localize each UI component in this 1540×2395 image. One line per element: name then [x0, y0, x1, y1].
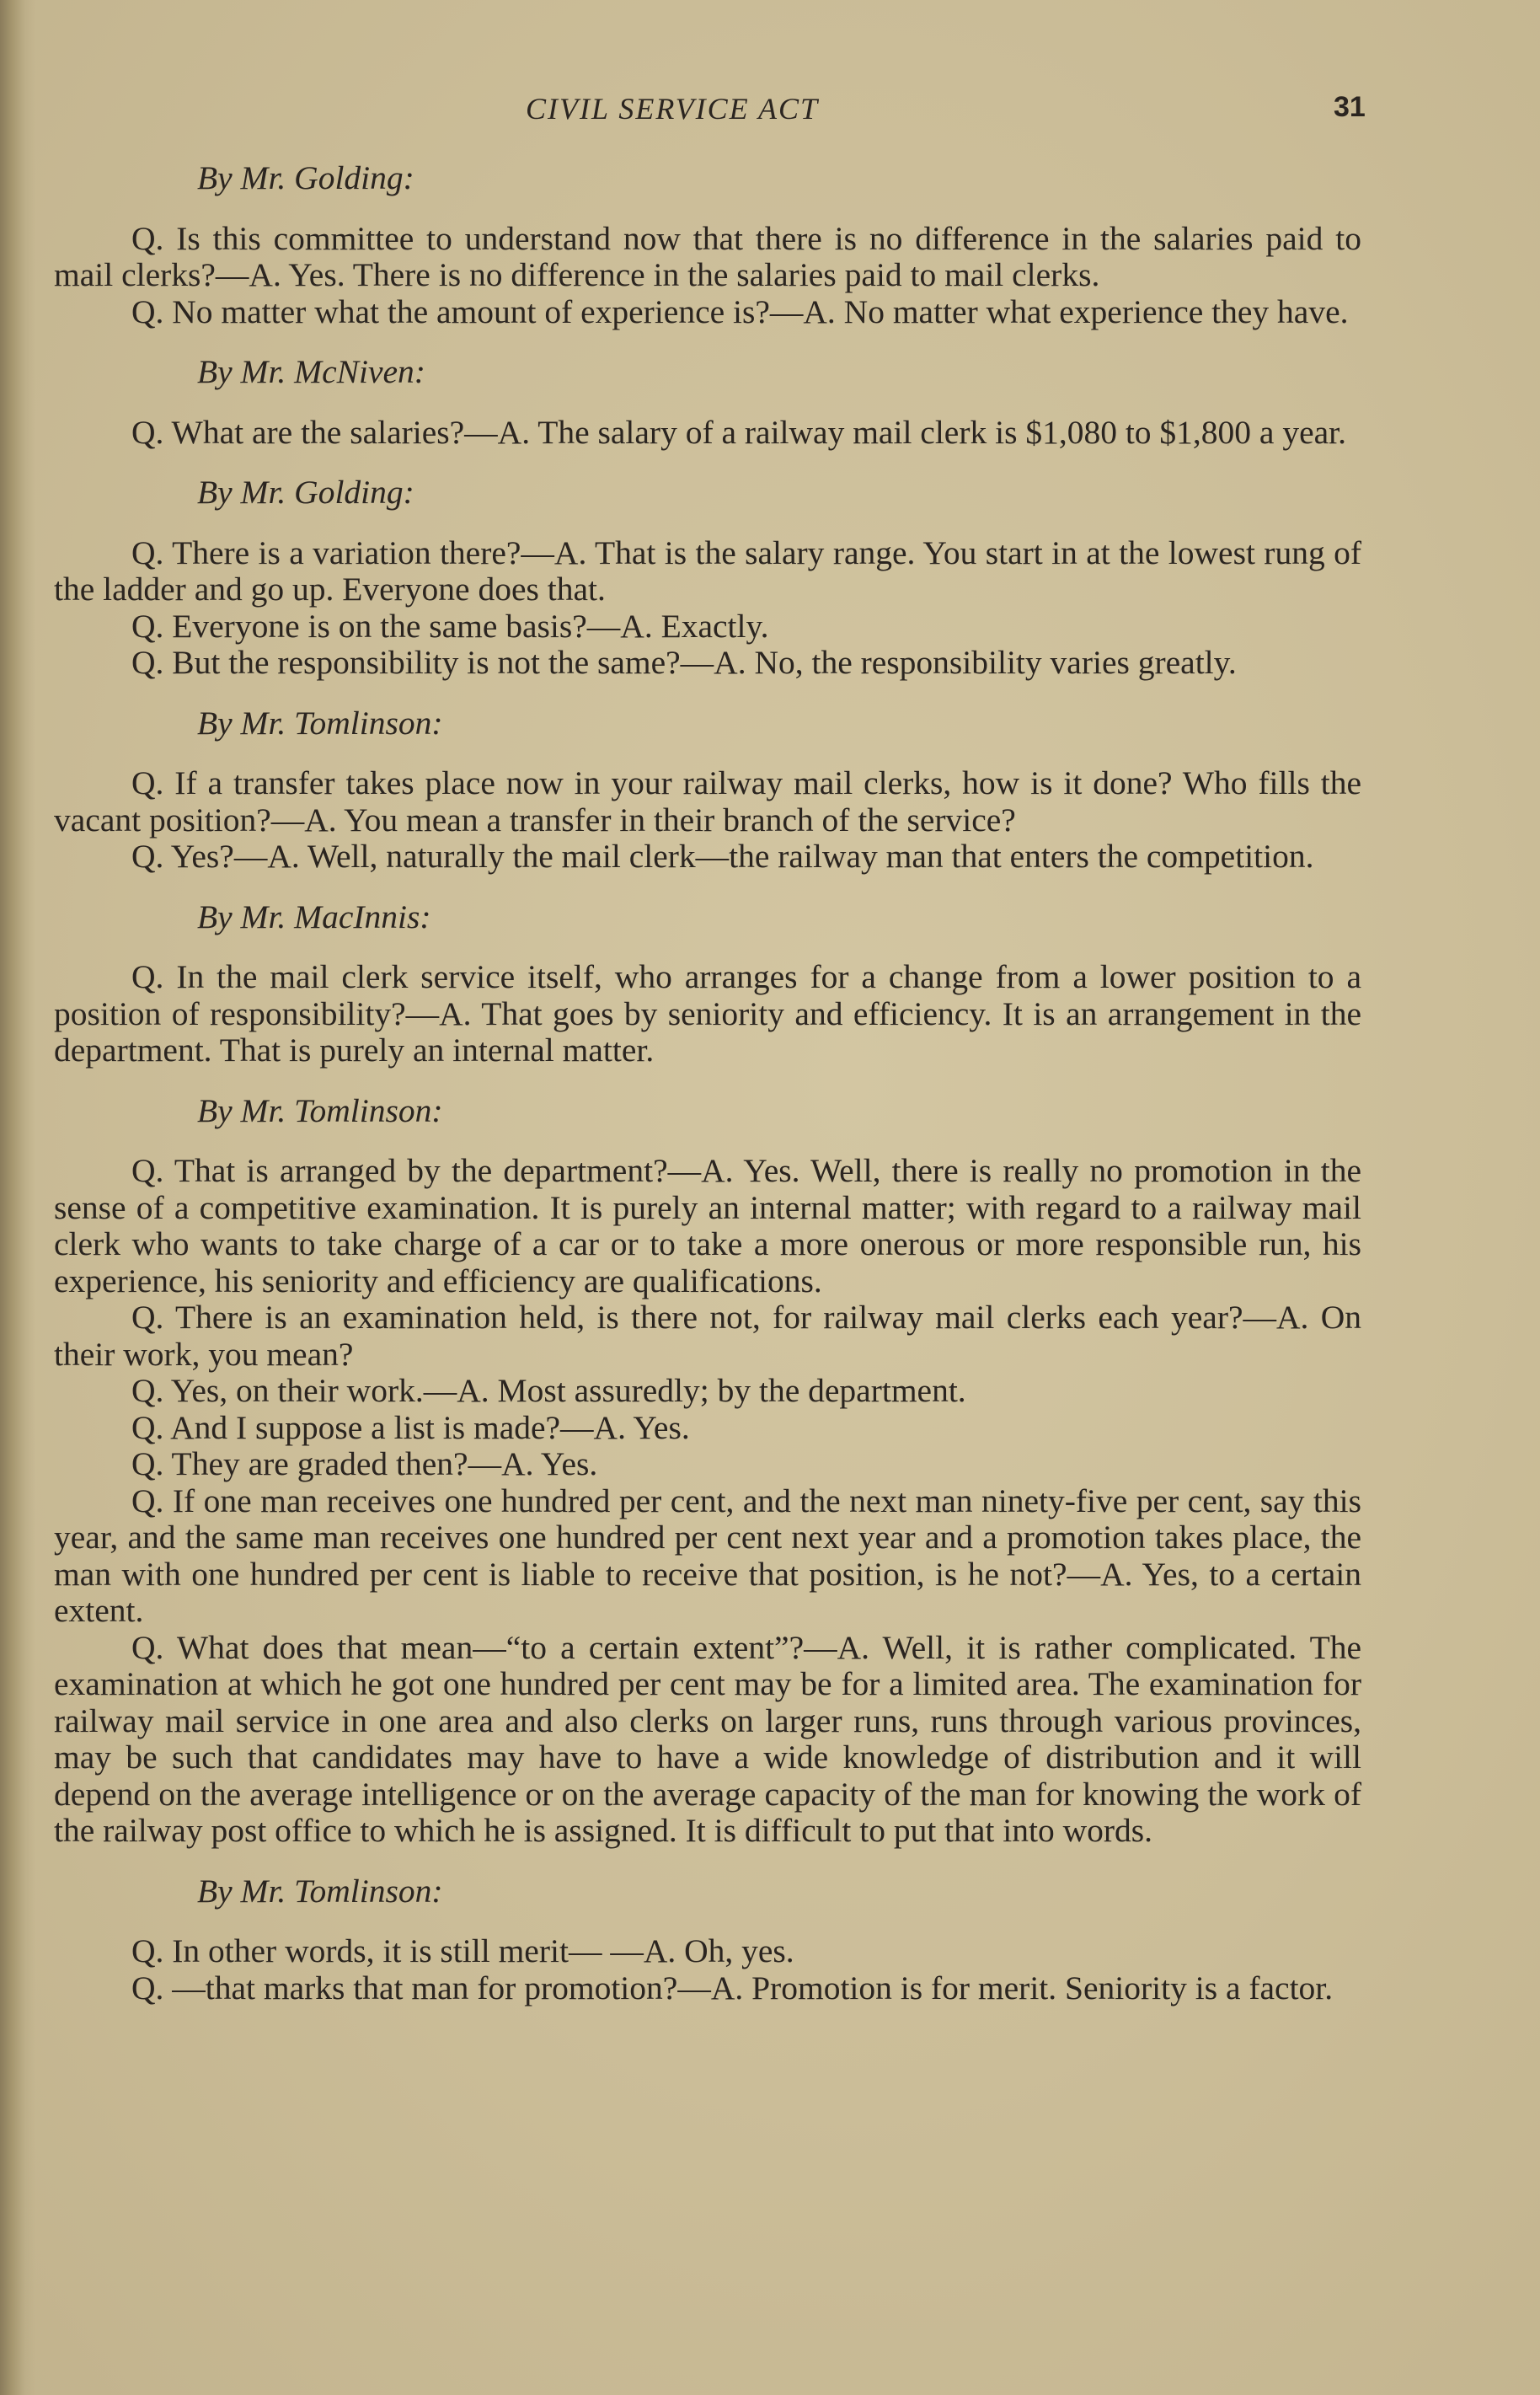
speaker-heading: By Mr. Tomlinson:: [197, 1091, 443, 1129]
speaker-heading: By Mr. McNiven:: [197, 353, 425, 390]
question-answer: Q. There is an examination held, is there not, for railway mail clerks each year?—A. On their work, you mean?: [54, 1299, 1361, 1373]
page-binding-edge: [0, 0, 35, 2395]
testimony-section: [54, 1873, 1361, 2007]
testimony-section: [54, 1093, 1361, 1850]
question-answer: Q. Yes, on their work.—A. Most assuredly; by the department.: [131, 1372, 966, 1409]
question-answer: Q. In the mail clerk service itself, who arranges for a change from a lower position to a position of responsibility?—A. That goes by seniority and efficiency. It is an arrangement in the department. That is purely an internal matter.: [54, 958, 1361, 1069]
question-answer: Q. Is this committee to understand now that there is no difference in the salaries paid to mail clerks?—A. Yes. There is no difference in the salaries paid to mail clerks.: [54, 219, 1361, 293]
speaker-heading: By Mr. Golding:: [197, 474, 414, 511]
question-answer: Q. What are the salaries?—A. The salary of a railway mail clerk is $1,080 to $1,800 a year.: [131, 413, 1347, 451]
transcript-body: [54, 160, 1361, 2030]
question-answer: Q. No matter what the amount of experience is?—A. No matter what experience they have.: [131, 292, 1349, 330]
speaker-heading: By Mr. MacInnis:: [197, 897, 431, 935]
question-answer: Q. If a transfer takes place now in your railway mail clerks, how is it done? Who fills the vacant position?—A. You mean a transfer in their branch of the service?: [54, 764, 1361, 839]
testimony-section: [54, 474, 1361, 682]
speaker-heading: By Mr. Tomlinson:: [197, 704, 443, 742]
speaker-heading: By Mr. Golding:: [197, 159, 414, 196]
question-answer: Q. There is a variation there?—A. That is the salary range. You start in at the lowest rung of the ladder and go up. Everyone does that.: [54, 533, 1361, 608]
testimony-section: [54, 354, 1361, 451]
page-number: 31: [1334, 91, 1366, 123]
question-answer: Q. If one man receives one hundred per cent, and the next man ninety-five per cent, say this year, and the same man receives one hundred per cent next year and a promotion takes place, the man with one hundred per cent is liable to receive that position, is he not?—A. Yes, to a certain extent.: [54, 1481, 1361, 1629]
question-answer: Q. Yes?—A. Well, naturally the mail clerk—the railway man that enters the competition.: [131, 838, 1314, 875]
question-answer: Q. But the responsibility is not the same?—A. No, the responsibility varies greatly.: [131, 644, 1237, 681]
speaker-heading: By Mr. Tomlinson:: [197, 1872, 443, 1910]
question-answer: Q. They are graded then?—A. Yes.: [131, 1445, 598, 1482]
page-header: [0, 91, 1540, 133]
question-answer: Q. What does that mean—“to a certain extent”?—A. Well, it is rather complicated. The examination at which he got one hundred per cent may be for a limited area. The examination for railway mail service in one area and also clerks on larger runs, runs through various provinces, may be such that candidates may have to have a wide knowledge of distribution and it will depend on the average intelligence or on the average capacity of the man for knowing the work of the railway post office to which he is assigned. It is difficult to put that into words.: [54, 1628, 1361, 1849]
testimony-section: [54, 705, 1361, 876]
question-answer: Q. —that marks that man for promotion?—A. Promotion is for merit. Seniority is a factor.: [131, 1969, 1334, 2007]
question-answer: Q. That is arranged by the department?—A. Yes. Well, there is really no promotion in the sense of a competitive examination. It is purely an internal matter; with regard to a railway mail clerk who wants to take charge of a car or to take a more onerous or more responsible run, his experience, his seniority and efficiency are qualifications.: [54, 1152, 1361, 1299]
question-answer: Q. In other words, it is still merit— —A. Oh, yes.: [131, 1932, 794, 1969]
question-answer: Q. Everyone is on the same basis?—A. Exactly.: [131, 607, 769, 645]
running-title: CIVIL SERVICE ACT: [526, 92, 820, 126]
question-answer: Q. And I suppose a list is made?—A. Yes.: [131, 1408, 690, 1446]
testimony-section: [54, 899, 1361, 1069]
testimony-section: [54, 160, 1361, 330]
